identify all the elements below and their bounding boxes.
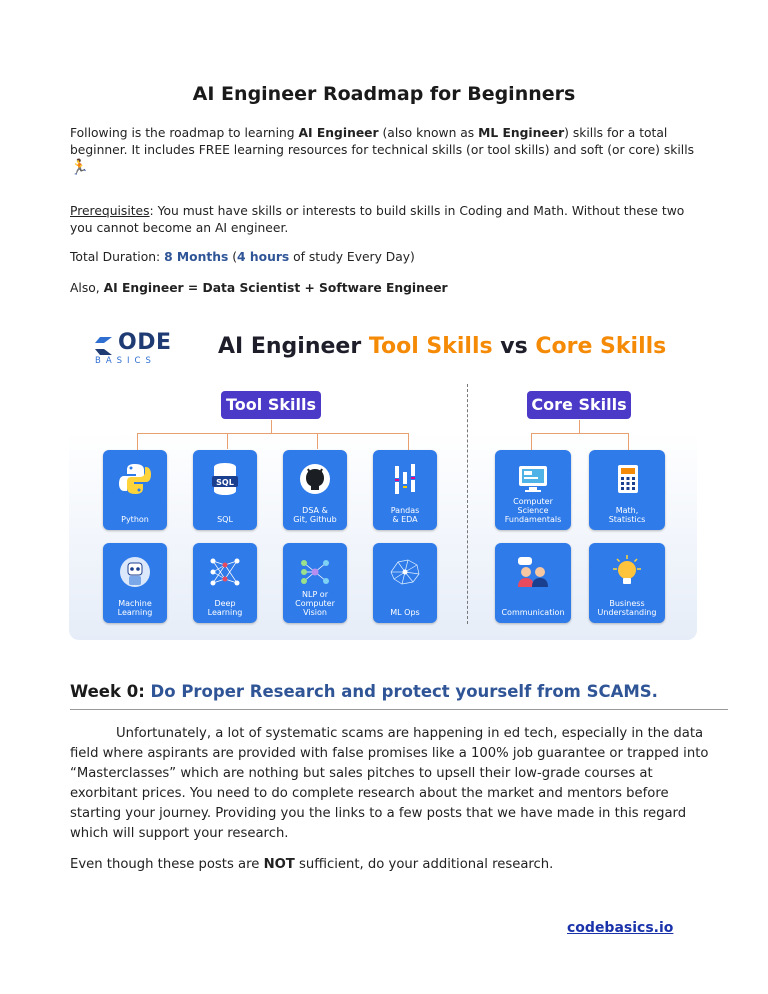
neural-net-icon: [206, 553, 244, 591]
skill-card-label: SQL: [217, 515, 233, 524]
heading-rule: [70, 709, 728, 710]
network-icon: [296, 553, 334, 591]
skill-card-deep-learning: [193, 543, 257, 623]
connector-line: [579, 420, 580, 433]
codebasics-link[interactable]: codebasics.io: [567, 920, 674, 936]
skill-card-label: Communication: [501, 608, 565, 617]
week0-note: [70, 855, 710, 875]
equation-bold: AI Engineer = Data Scientist + Software Engineer: [103, 281, 448, 295]
skill-card-label: Deep Learning: [207, 599, 243, 617]
skill-card-label: NLP or Computer Vision: [295, 590, 335, 617]
week0-note-text: Even though these posts are: [70, 857, 264, 872]
duration-months: 8 Months: [164, 250, 229, 264]
skill-card-label: Python: [121, 515, 149, 524]
skill-card-label: Pandas & EDA: [390, 506, 420, 524]
infographic-title-part: AI Engineer: [218, 334, 369, 359]
skill-card-label: Computer Science Fundamentals: [504, 497, 562, 524]
section-divider: [467, 384, 468, 624]
people-icon: [514, 553, 552, 591]
skill-card-communication: [495, 543, 571, 623]
robot-icon: [116, 553, 154, 591]
github-icon: [296, 460, 334, 498]
page-title: AI Engineer Roadmap for Beginners: [192, 83, 576, 105]
duration-line: [70, 249, 710, 266]
skill-card-math-statistics: [589, 450, 665, 530]
skill-card-nlp-cv: [283, 543, 347, 623]
computer-icon: [514, 460, 552, 498]
week0-prefix: Week 0:: [70, 682, 151, 701]
infographic-title-core: Core Skills: [535, 334, 667, 359]
week0-heading: [70, 682, 658, 701]
equation-text: Also,: [70, 281, 104, 295]
skill-card-dsa-git: [283, 450, 347, 530]
skill-card-label: Math, Statistics: [608, 506, 646, 524]
infographic-title-tool: Tool Skills: [368, 334, 493, 359]
week0-note-text: sufficient, do your additional research.: [294, 857, 554, 872]
runner-icon: 🏃: [70, 158, 89, 176]
skill-card-sql: [193, 450, 257, 530]
skill-card-business-understanding: [589, 543, 665, 623]
skill-card-label: DSA & Git, Github: [293, 506, 337, 524]
svg-text:SQL: SQL: [216, 478, 234, 487]
intro-bold-ai-engineer: AI Engineer: [298, 126, 379, 140]
skill-card-mlops: [373, 543, 437, 623]
pandas-icon: [386, 460, 424, 498]
week0-title: Do Proper Research and protect yourself from SCAMS.: [150, 682, 658, 701]
python-icon: [116, 460, 154, 498]
logo-subtitle: BASICS: [95, 356, 156, 366]
brain-icon: [386, 553, 424, 591]
calculator-icon: [608, 460, 646, 498]
duration-hours: 4 hours: [237, 250, 290, 264]
sql-database-icon: [206, 460, 244, 498]
connector-bracket: [531, 433, 629, 450]
connector-bracket: [137, 433, 409, 450]
duration-text: (: [228, 250, 238, 264]
prerequisites-label: Prerequisites: [70, 204, 150, 218]
intro-text: (also known as: [378, 126, 479, 140]
skill-card-cs-fundamentals: [495, 450, 571, 530]
intro-paragraph: [70, 125, 710, 177]
logo-wordmark: ODE: [118, 330, 172, 355]
prerequisites-paragraph: [70, 203, 710, 237]
lightbulb-icon: [608, 553, 646, 591]
infographic-title-part: vs: [492, 334, 536, 359]
skill-card-label: Machine Learning: [117, 599, 153, 617]
week0-paragraph: Unfortunately, a lot of systematic scams are happening in ed tech, especially in the data field where aspirants are provided with false promises like a 100% job guarantee or trapped into “Masterclasses” which are nothing but sales pitches to upsell their low-grade courses at exorbitant prices. You need to do complete research about the market and mentors before starting your journey. Providing you the links to a few posts that we have made in this regard which will support your research.: [70, 726, 709, 841]
duration-text: of study Every Day): [289, 250, 415, 264]
skill-card-python: [103, 450, 167, 530]
connector-line: [271, 420, 272, 433]
skill-card-pandas: [373, 450, 437, 530]
prerequisites-text: : You must have skills or interests to build skills in Coding and Math. Without these two you cannot become an AI engineer.: [70, 204, 685, 235]
intro-bold-ml-engineer: ML Engineer: [478, 126, 565, 140]
skill-card-machine-learning: [103, 543, 167, 623]
duration-text: Total Duration:: [70, 250, 165, 264]
connector-line: [227, 433, 228, 449]
skill-card-label: ML Ops: [390, 608, 420, 617]
intro-text: Following is the roadmap to learning: [70, 126, 299, 140]
skill-card-label: Business Understanding: [597, 599, 657, 617]
tool-skills-pill: Tool Skills: [221, 391, 321, 419]
core-skills-pill: Core Skills: [527, 391, 631, 419]
equation-line: [70, 280, 710, 297]
infographic-title: [218, 334, 666, 359]
intro-text: ) skills for a total beginner. It includes FREE learning resources for technical skills (or tool skills) and soft (or core) skills: [70, 126, 695, 157]
week0-note-bold: NOT: [263, 857, 295, 872]
connector-line: [317, 433, 318, 449]
